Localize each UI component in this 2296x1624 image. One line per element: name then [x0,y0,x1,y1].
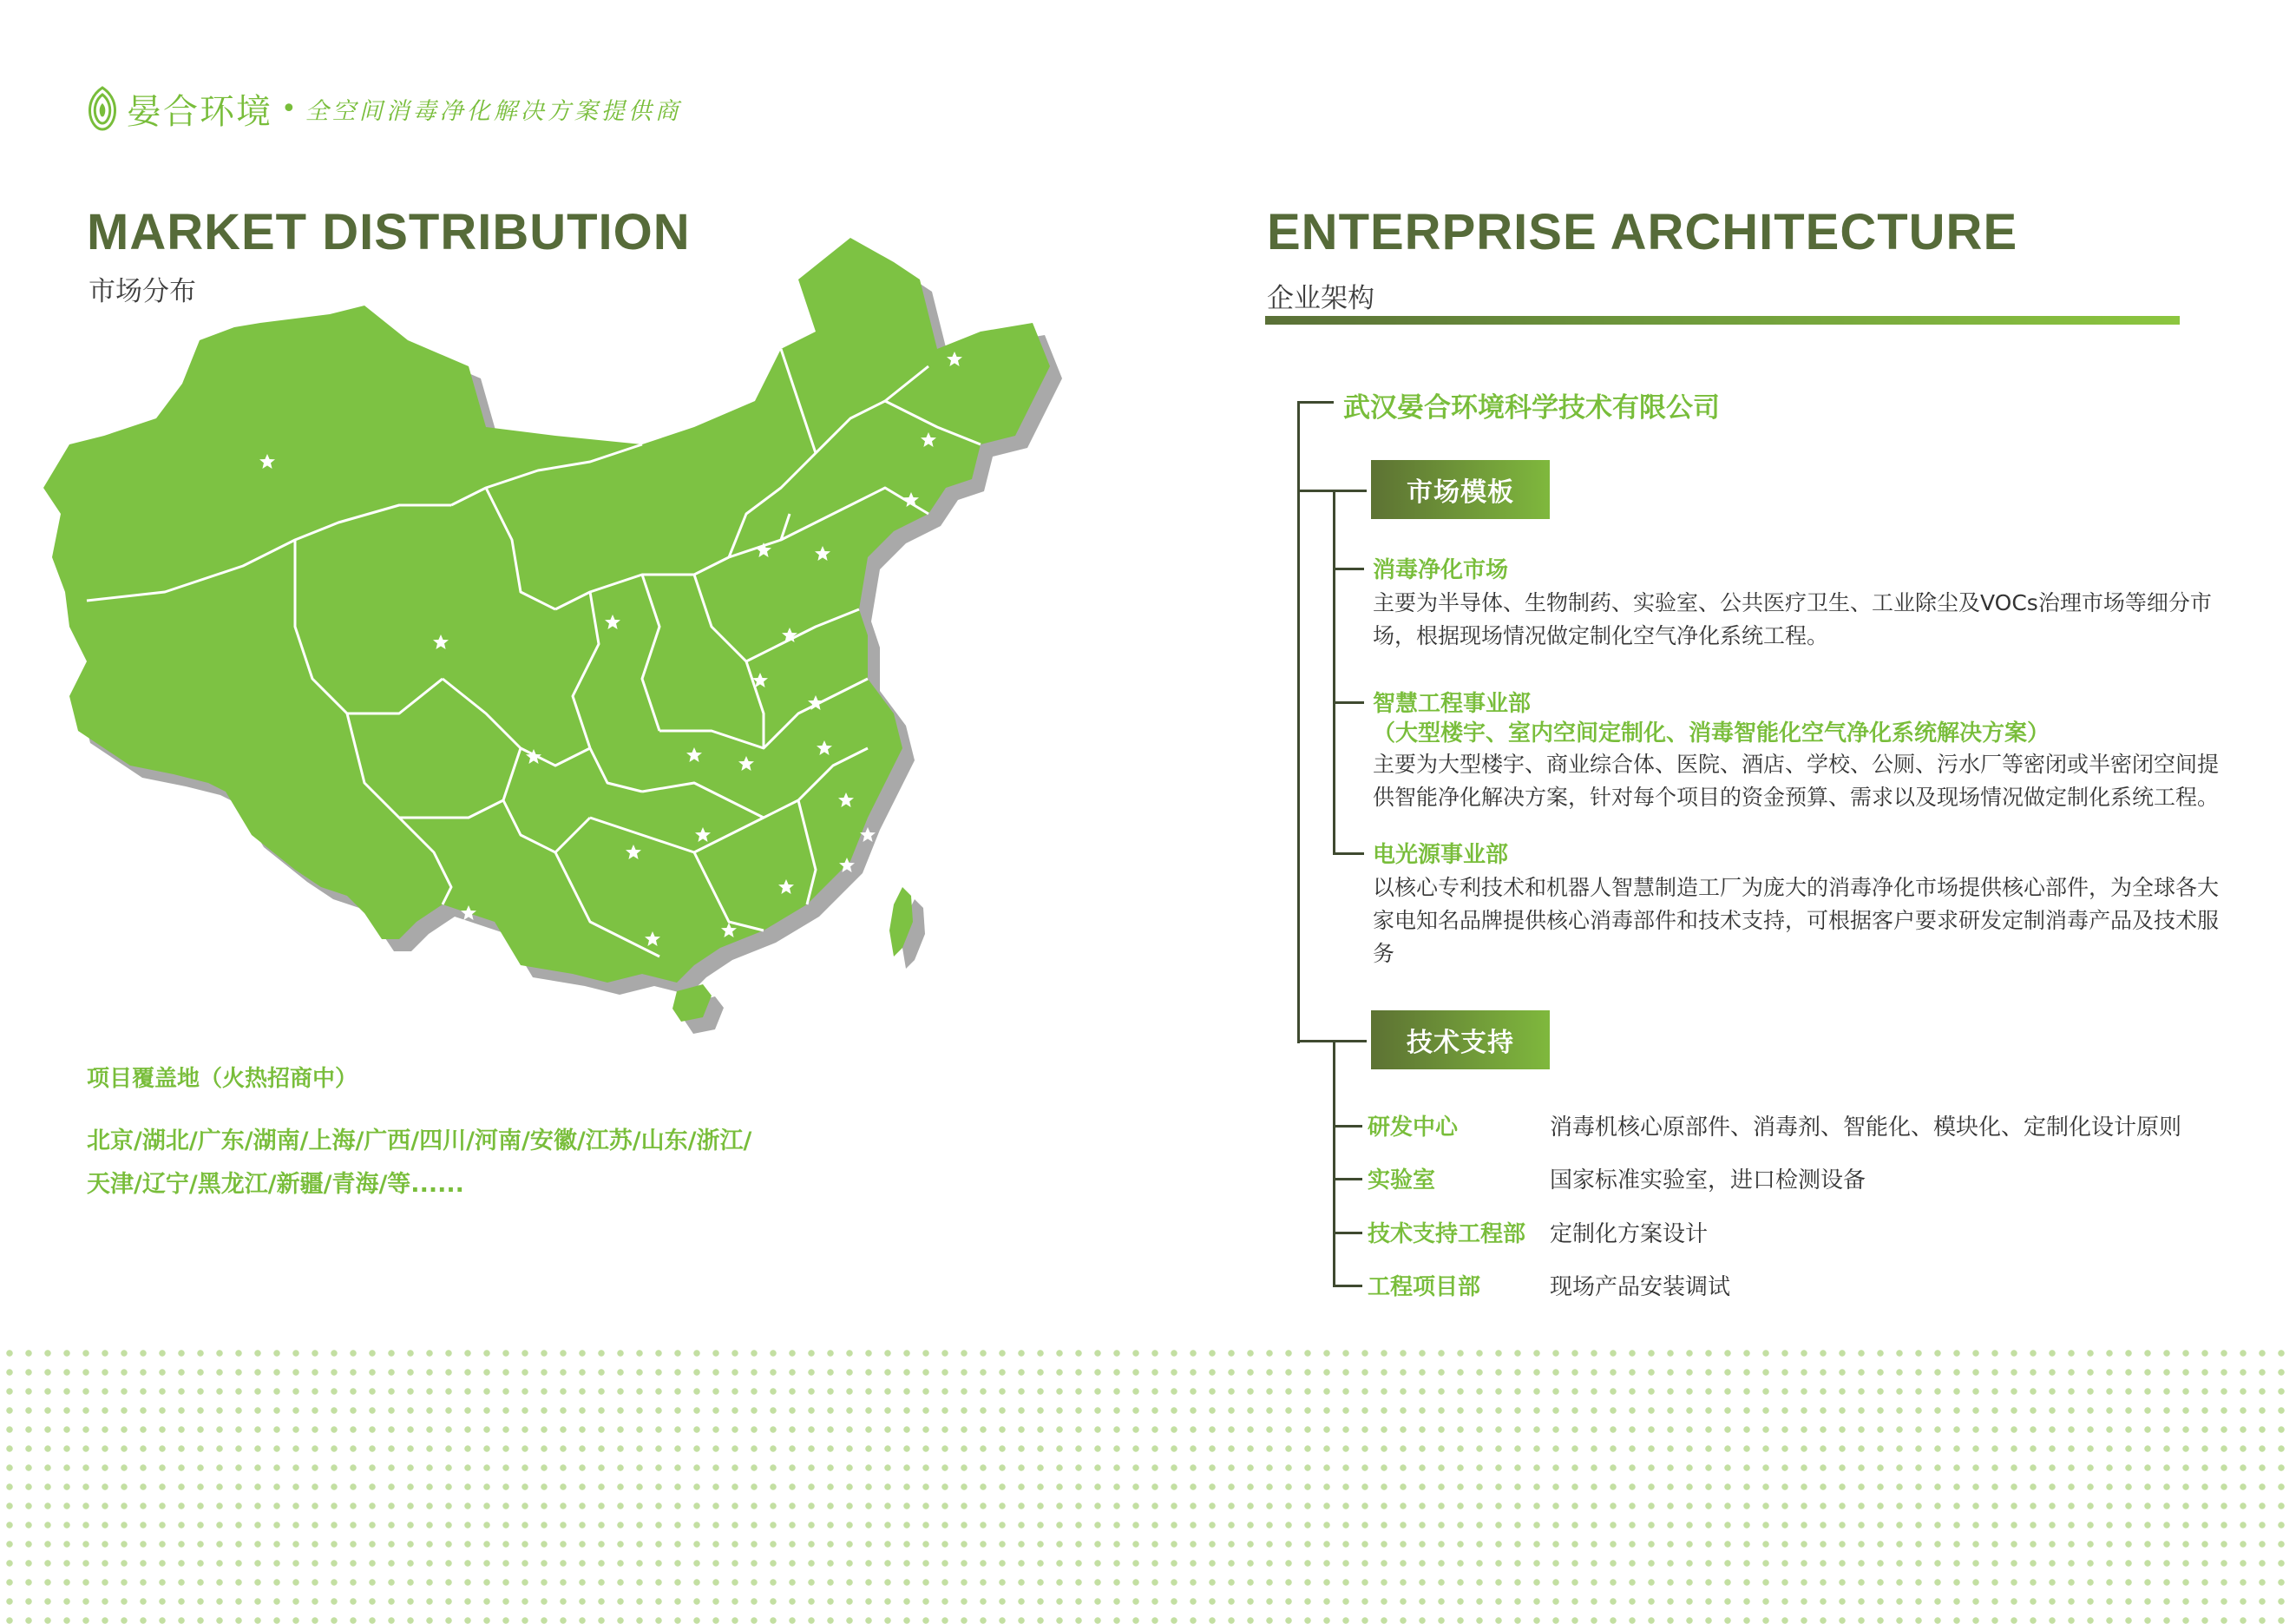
tech-support-pill: 技术支持 [1371,1010,1550,1069]
division-desc: 以核心专利技术和机器人智慧制造工厂为庞大的消毒净化市场提供核心部件，为全球各大家电知名品牌提供核心消毒部件和技术支持，可根据客户要求研发定制消毒产品及技术服务 [1373,875,2220,966]
title-underline [1265,316,2180,325]
tree-branch-line [1297,401,1334,404]
tree-leaf-line [1333,1285,1362,1287]
dot-pattern-footer [0,1344,2296,1624]
star-icon [895,567,910,582]
tree-branch-line [1297,490,1367,492]
division-title: 消毒净化市场 [1373,557,1509,583]
architecture-title-en: ENTERPRISE ARCHITECTURE [1267,204,2018,260]
coverage-list [87,1120,833,1206]
tree-leaf-line [1333,568,1364,570]
tech-value: 现场产品安装调试 [1550,1274,1731,1300]
tech-value: 国家标准实验室，进口检测设备 [1550,1167,1866,1193]
division-desc: 主要为大型楼宇、商业综合体、医院、酒店、学校、公厕、污水厂等密闭或半密闭空间提供智能净化解决方案，针对每个项目的资金预算、需求以及现场情况做定制化系统工程。 [1373,752,2220,810]
market-title-en: MARKET DISTRIBUTION [87,204,691,260]
star-icon [787,983,803,998]
coverage-line: 北京/湖北/广东/湖南/上海/广西/四川/河南/安徽/江苏/山东/浙江/ [87,1128,752,1154]
brand-name: 晏合环境 [127,91,272,132]
brand-slogan: 全空间消毒净化解决方案提供商 [305,97,682,125]
coverage-title: 项目覆盖地（火热招商中） [87,1066,358,1092]
market-template-pill: 市场模板 [1371,460,1550,519]
leaf-logo-icon [87,86,118,131]
company-name: 武汉晏合环境科学技术有限公司 [1343,392,1720,424]
tree-leaf-line [1333,701,1364,704]
china-map [35,227,1076,1078]
coverage-line: 天津/辽宁/黑龙江/新疆/青海/等...... [87,1171,464,1198]
brand-separator: • [281,93,297,124]
division-subtitle: （大型楼宇、室内空间定制化、消毒智能化空气净化系统解决方案） [1373,720,2050,746]
china-map-graphic [35,227,1076,1078]
star-icon [660,1031,676,1046]
division-desc: 主要为半导体、生物制药、实验室、公共医疗卫生、工业除尘及VOCs治理市场等细分市场，根据现场情况做定制化空气净化系统工程。 [1373,590,2212,648]
tree-leaf-line [1333,852,1364,855]
tree-sub-trunk-line [1333,490,1335,854]
tree-trunk-line [1297,401,1300,1043]
tree-branch-line [1297,1040,1367,1042]
brand-logo [87,83,682,134]
tree-leaf-line [1333,1232,1362,1234]
tech-label: 工程项目部 [1368,1274,1481,1300]
tech-value: 消毒机核心原部件、消毒剂、智能化、模块化、定制化设计原则 [1550,1114,2182,1141]
division-title: 电光源事业部 [1373,842,1509,868]
map-body [43,238,1050,1022]
tree-leaf-line [1333,1178,1362,1180]
tech-label: 实验室 [1368,1167,1436,1193]
tech-label: 技术支持工程部 [1368,1221,1526,1247]
tree-leaf-line [1333,1125,1362,1128]
tree-sub-trunk-line [1333,1040,1335,1285]
tech-value: 定制化方案设计 [1550,1221,1709,1247]
architecture-title-zh: 企业架构 [1267,283,1374,314]
division-title: 智慧工程事业部 [1373,691,1532,717]
tech-label: 研发中心 [1368,1114,1459,1141]
market-title-zh: 市场分布 [89,276,196,307]
